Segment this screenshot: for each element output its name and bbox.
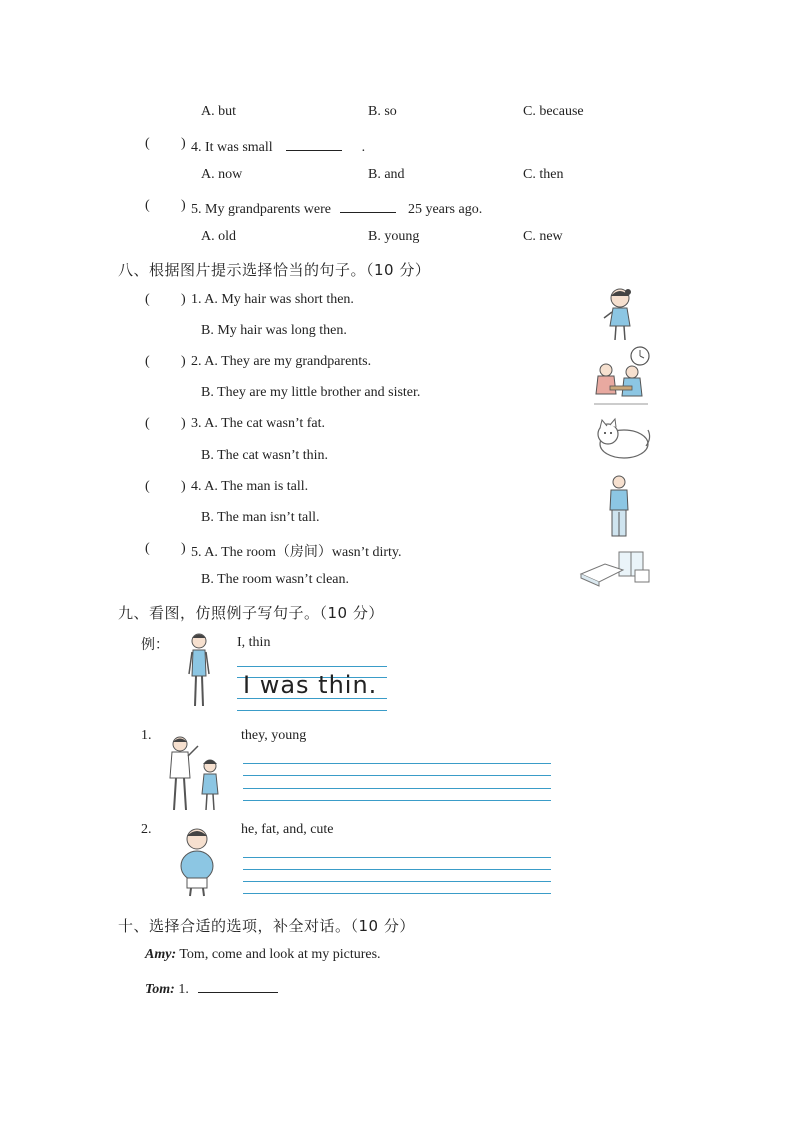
s9-item2-rule-2[interactable] [243, 869, 551, 870]
s9-item2-rule-1[interactable] [243, 857, 551, 858]
s9-item2-prompt: he, fat, and, cute [241, 822, 334, 837]
speaker-amy: Amy: [145, 947, 177, 962]
s9-item1-rule-3[interactable] [243, 788, 551, 789]
speaker-tom: Tom: [145, 982, 175, 997]
q4-question [191, 136, 365, 156]
q4-answer-paren[interactable]: ( [145, 136, 150, 151]
q5-after: 25 years ago. [407, 202, 483, 217]
q4-end: . [361, 140, 366, 155]
section-8-title: 八、根据图片提示选择恰当的句子。（10 分） [118, 261, 431, 279]
example-rule-4 [237, 710, 387, 711]
q4-text: 4. It was small [191, 140, 273, 155]
q5-question [191, 198, 482, 218]
man-icon [604, 474, 634, 538]
cat-icon [594, 418, 652, 462]
couple-icon [164, 734, 228, 812]
s9-item2-rule-3[interactable] [243, 881, 551, 882]
q3-option-a: A. but [201, 104, 236, 119]
example-rule-1 [237, 666, 387, 667]
q5-blank[interactable] [340, 198, 396, 213]
room-icon [579, 550, 653, 586]
example-label: 例： [141, 637, 169, 653]
s9-item2-num: 2. [141, 822, 152, 837]
s8-item2-b: B. They are my little brother and sister. [201, 385, 421, 400]
s8-item4-b: B. The man isn’t tall. [201, 510, 320, 525]
s9-item1-prompt: they, young [241, 728, 307, 743]
q5-answer-paren-close: ) [181, 198, 186, 213]
s8-item5-paren[interactable]: ( [145, 541, 150, 556]
s9-item1-num: 1. [141, 728, 152, 743]
dialogue-blank-1[interactable] [198, 978, 278, 993]
s8-item3-a: 3. A. The cat wasn’t fat. [191, 416, 326, 431]
q4-blank[interactable] [286, 136, 342, 151]
s8-item4-a: 4. A. The man is tall. [191, 479, 309, 494]
girl-icon [600, 284, 640, 342]
section-10-title: 十、选择合适的选项，补全对话。（10 分） [118, 917, 415, 935]
s8-item1-paren[interactable]: ( [145, 292, 150, 307]
dialogue-line-2 [145, 978, 278, 998]
q5-answer-paren[interactable]: ( [145, 198, 150, 213]
dialogue-line-1-text: Tom, come and look at my pictures. [179, 947, 381, 962]
q4-option-b: B. and [368, 167, 405, 182]
q4-option-a: A. now [201, 167, 243, 182]
example-prompt: I, thin [237, 635, 271, 650]
s8-item3-paren-close: ) [181, 416, 186, 431]
q5-text: 5. My grandparents were [191, 202, 331, 217]
s8-item1-paren-close: ) [181, 292, 186, 307]
s8-item3-paren[interactable]: ( [145, 416, 150, 431]
q3-option-c: C. because [523, 104, 584, 119]
s9-item1-rule-2[interactable] [243, 775, 551, 776]
s8-item2-a: 2. A. They are my grandparents. [191, 354, 372, 369]
s8-item2-paren-close: ) [181, 354, 186, 369]
fat-boy-icon [176, 826, 218, 898]
q3-option-b: B. so [368, 104, 397, 119]
q5-option-b: B. young [368, 229, 420, 244]
s9-item1-rule-4[interactable] [243, 800, 551, 801]
dialogue-line-2-text: 1. [178, 982, 189, 997]
s8-item3-b: B. The cat wasn’t thin. [201, 448, 329, 463]
example-answer: I was thin. [243, 671, 378, 699]
s8-item4-paren-close: ) [181, 479, 186, 494]
s8-item2-paren[interactable]: ( [145, 354, 150, 369]
section-9-title: 九、看图，仿照例子写句子。（10 分） [118, 604, 384, 622]
s9-item1-rule-1[interactable] [243, 763, 551, 764]
thin-boy-icon [186, 632, 212, 710]
s8-item1-b: B. My hair was long then. [201, 323, 347, 338]
q4-answer-paren-close: ) [181, 136, 186, 151]
s8-item1-a: 1. A. My hair was short then. [191, 292, 354, 307]
grandparents-icon [590, 346, 652, 408]
s8-item5-paren-close: ) [181, 541, 186, 556]
s8-item5-a: 5. A. The room（房间）wasn’t dirty. [191, 545, 402, 560]
dialogue-line-1 [145, 947, 381, 963]
s9-item2-rule-4[interactable] [243, 893, 551, 894]
q5-option-a: A. old [201, 229, 236, 244]
q5-option-c: C. new [523, 229, 563, 244]
q4-option-c: C. then [523, 167, 564, 182]
s8-item4-paren[interactable]: ( [145, 479, 150, 494]
s8-item5-b: B. The room wasn’t clean. [201, 572, 350, 587]
